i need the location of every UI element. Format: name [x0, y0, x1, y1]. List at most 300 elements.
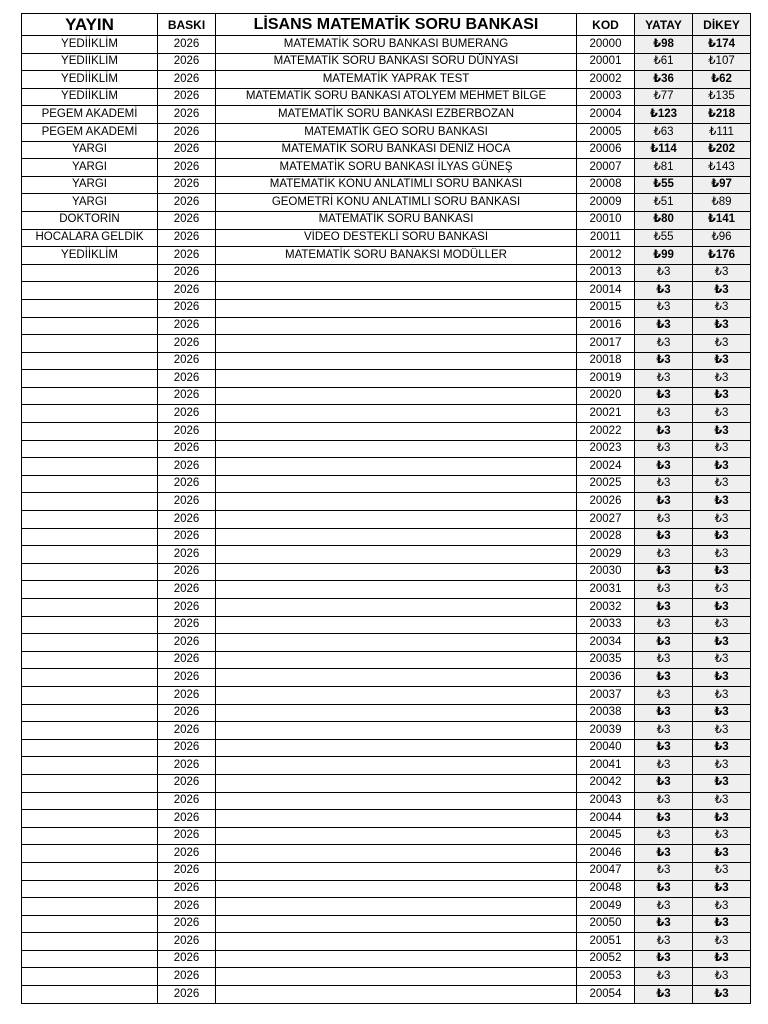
cell-yatay: ₺3 [635, 581, 693, 599]
cell-kod: 20005 [577, 123, 635, 141]
table-row [22, 686, 751, 704]
cell-dikey: ₺3 [693, 669, 751, 687]
cell-baski: 2026 [158, 880, 216, 898]
cell-yatay: ₺3 [635, 282, 693, 300]
cell-kod: 20051 [577, 933, 635, 951]
cell-dikey: ₺3 [693, 299, 751, 317]
cell-kitap [216, 950, 577, 968]
cell-kitap: MATEMATİK SORU BANKASI DENİZ HOCA [216, 141, 577, 159]
table-row [22, 862, 751, 880]
cell-yatay: ₺3 [635, 299, 693, 317]
cell-dikey: ₺176 [693, 247, 751, 265]
cell-yatay: ₺3 [635, 915, 693, 933]
table-row [22, 159, 751, 177]
cell-kod: 20035 [577, 651, 635, 669]
cell-kod: 20004 [577, 106, 635, 124]
cell-baski: 2026 [158, 774, 216, 792]
cell-kod: 20038 [577, 704, 635, 722]
cell-kod: 20045 [577, 827, 635, 845]
cell-yayin [22, 475, 158, 493]
cell-yatay: ₺3 [635, 616, 693, 634]
cell-baski: 2026 [158, 247, 216, 265]
cell-kitap [216, 810, 577, 828]
cell-kitap [216, 669, 577, 687]
cell-kod: 20014 [577, 282, 635, 300]
cell-yatay: ₺3 [635, 511, 693, 529]
cell-kitap [216, 458, 577, 476]
cell-yatay: ₺3 [635, 722, 693, 740]
cell-baski: 2026 [158, 458, 216, 476]
cell-yayin [22, 335, 158, 353]
cell-kitap [216, 299, 577, 317]
cell-yatay: ₺3 [635, 493, 693, 511]
cell-baski: 2026 [158, 423, 216, 441]
cell-yatay: ₺3 [635, 774, 693, 792]
cell-dikey: ₺3 [693, 264, 751, 282]
table-row [22, 634, 751, 652]
cell-yayin [22, 880, 158, 898]
cell-kod: 20020 [577, 387, 635, 405]
cell-kitap [216, 335, 577, 353]
cell-yayin: YEDİİKLİM [22, 53, 158, 71]
cell-yatay: ₺3 [635, 528, 693, 546]
cell-kitap [216, 704, 577, 722]
header-baski: BASKI [158, 14, 216, 36]
cell-dikey: ₺3 [693, 599, 751, 617]
cell-yayin [22, 704, 158, 722]
cell-kitap: MATEMATİK SORU BANKASI BUMERANG [216, 36, 577, 54]
cell-kitap [216, 792, 577, 810]
table-row [22, 722, 751, 740]
cell-dikey: ₺3 [693, 862, 751, 880]
cell-kitap [216, 387, 577, 405]
cell-baski: 2026 [158, 335, 216, 353]
cell-kitap: MATEMATİK KONU ANLATIMLI SORU BANKASI [216, 176, 577, 194]
cell-yayin [22, 599, 158, 617]
cell-kod: 20010 [577, 211, 635, 229]
cell-dikey: ₺3 [693, 722, 751, 740]
cell-kod: 20011 [577, 229, 635, 247]
cell-yatay: ₺36 [635, 71, 693, 89]
cell-dikey: ₺3 [693, 317, 751, 335]
cell-yayin [22, 387, 158, 405]
table-row [22, 986, 751, 1004]
cell-dikey: ₺3 [693, 581, 751, 599]
cell-yatay: ₺3 [635, 827, 693, 845]
cell-dikey: ₺135 [693, 88, 751, 106]
cell-baski: 2026 [158, 123, 216, 141]
cell-yayin: DOKTORİN [22, 211, 158, 229]
cell-yayin [22, 370, 158, 388]
table-row [22, 915, 751, 933]
cell-yayin [22, 405, 158, 423]
cell-kitap [216, 616, 577, 634]
cell-kod: 20047 [577, 862, 635, 880]
cell-yayin [22, 317, 158, 335]
cell-kod: 20002 [577, 71, 635, 89]
cell-baski: 2026 [158, 616, 216, 634]
cell-yatay: ₺3 [635, 599, 693, 617]
cell-baski: 2026 [158, 581, 216, 599]
cell-dikey: ₺3 [693, 634, 751, 652]
cell-dikey: ₺3 [693, 511, 751, 529]
cell-dikey: ₺3 [693, 915, 751, 933]
cell-dikey: ₺97 [693, 176, 751, 194]
table-row [22, 194, 751, 212]
cell-yayin [22, 264, 158, 282]
cell-yatay: ₺3 [635, 862, 693, 880]
cell-kod: 20026 [577, 493, 635, 511]
cell-yayin [22, 898, 158, 916]
cell-baski: 2026 [158, 704, 216, 722]
table-row [22, 458, 751, 476]
cell-baski: 2026 [158, 933, 216, 951]
cell-kod: 20037 [577, 686, 635, 704]
cell-yayin: PEGEM AKADEMİ [22, 106, 158, 124]
cell-yatay: ₺123 [635, 106, 693, 124]
table-row [22, 423, 751, 441]
table-row [22, 599, 751, 617]
cell-yayin [22, 774, 158, 792]
cell-dikey: ₺3 [693, 827, 751, 845]
cell-dikey: ₺3 [693, 370, 751, 388]
cell-yayin [22, 827, 158, 845]
cell-baski: 2026 [158, 405, 216, 423]
cell-yayin: YEDİİKLİM [22, 71, 158, 89]
cell-yatay: ₺114 [635, 141, 693, 159]
cell-kitap: MATEMATİK YAPRAK TEST [216, 71, 577, 89]
cell-yayin: YEDİİKLİM [22, 247, 158, 265]
cell-dikey: ₺3 [693, 493, 751, 511]
cell-kitap: MATEMATİK SORU BANKASI [216, 211, 577, 229]
cell-yayin [22, 722, 158, 740]
table-row [22, 335, 751, 353]
cell-baski: 2026 [158, 53, 216, 71]
cell-kod: 20016 [577, 317, 635, 335]
cell-yayin [22, 282, 158, 300]
cell-yatay: ₺3 [635, 458, 693, 476]
cell-baski: 2026 [158, 862, 216, 880]
cell-yatay: ₺3 [635, 335, 693, 353]
cell-yatay: ₺55 [635, 176, 693, 194]
cell-kitap [216, 563, 577, 581]
cell-yatay: ₺3 [635, 563, 693, 581]
header-row [22, 14, 751, 36]
cell-kod: 20044 [577, 810, 635, 828]
cell-kod: 20028 [577, 528, 635, 546]
cell-kod: 20025 [577, 475, 635, 493]
cell-baski: 2026 [158, 194, 216, 212]
cell-dikey: ₺3 [693, 563, 751, 581]
cell-kod: 20017 [577, 335, 635, 353]
table-row [22, 211, 751, 229]
table-row [22, 106, 751, 124]
cell-yatay: ₺3 [635, 792, 693, 810]
cell-kitap [216, 774, 577, 792]
cell-kitap [216, 352, 577, 370]
table-row [22, 616, 751, 634]
cell-yayin [22, 352, 158, 370]
cell-kitap: GEOMETRİ KONU ANLATIMLI SORU BANKASI [216, 194, 577, 212]
cell-kod: 20041 [577, 757, 635, 775]
table-row [22, 493, 751, 511]
cell-kitap [216, 282, 577, 300]
cell-kitap [216, 968, 577, 986]
cell-kitap: MATEMATİK SORU BANKASI EZBERBOZAN [216, 106, 577, 124]
cell-kod: 20013 [577, 264, 635, 282]
cell-kitap [216, 651, 577, 669]
table-row [22, 845, 751, 863]
cell-baski: 2026 [158, 915, 216, 933]
cell-kitap [216, 986, 577, 1004]
table-row [22, 898, 751, 916]
cell-dikey: ₺3 [693, 898, 751, 916]
cell-dikey: ₺3 [693, 475, 751, 493]
table-row [22, 563, 751, 581]
cell-dikey: ₺3 [693, 440, 751, 458]
cell-baski: 2026 [158, 88, 216, 106]
cell-dikey: ₺62 [693, 71, 751, 89]
cell-yatay: ₺61 [635, 53, 693, 71]
cell-kod: 20050 [577, 915, 635, 933]
cell-baski: 2026 [158, 898, 216, 916]
cell-baski: 2026 [158, 686, 216, 704]
cell-kitap: MATEMATİK SORU BANKASI SORU DÜNYASI [216, 53, 577, 71]
cell-yayin [22, 968, 158, 986]
table-row [22, 247, 751, 265]
table-row [22, 669, 751, 687]
cell-yatay: ₺3 [635, 634, 693, 652]
cell-baski: 2026 [158, 792, 216, 810]
table-row [22, 968, 751, 986]
cell-yayin: YARGI [22, 176, 158, 194]
cell-baski: 2026 [158, 722, 216, 740]
cell-yayin [22, 810, 158, 828]
cell-dikey: ₺3 [693, 387, 751, 405]
cell-baski: 2026 [158, 317, 216, 335]
cell-dikey: ₺96 [693, 229, 751, 247]
table-row [22, 774, 751, 792]
cell-baski: 2026 [158, 651, 216, 669]
cell-kitap: MATEMATİK SORU BANAKSI MODÜLLER [216, 247, 577, 265]
cell-kitap [216, 827, 577, 845]
table-row [22, 299, 751, 317]
cell-baski: 2026 [158, 352, 216, 370]
cell-baski: 2026 [158, 176, 216, 194]
cell-baski: 2026 [158, 950, 216, 968]
cell-baski: 2026 [158, 845, 216, 863]
cell-kod: 20000 [577, 36, 635, 54]
cell-yayin: YEDİİKLİM [22, 88, 158, 106]
table-row [22, 827, 751, 845]
header-dikey: DİKEY [693, 14, 751, 36]
cell-dikey: ₺3 [693, 704, 751, 722]
header-kod: KOD [577, 14, 635, 36]
header-yatay: YATAY [635, 14, 693, 36]
cell-yatay: ₺98 [635, 36, 693, 54]
cell-baski: 2026 [158, 211, 216, 229]
table-row [22, 229, 751, 247]
cell-kitap: MATEMATİK SORU BANKASI ATOLYEM MEHMET BİLGE [216, 88, 577, 106]
table-row [22, 950, 751, 968]
table-row [22, 387, 751, 405]
cell-kod: 20022 [577, 423, 635, 441]
cell-kod: 20053 [577, 968, 635, 986]
table-row [22, 511, 751, 529]
cell-dikey: ₺3 [693, 968, 751, 986]
cell-yatay: ₺3 [635, 669, 693, 687]
cell-dikey: ₺89 [693, 194, 751, 212]
cell-yatay: ₺3 [635, 317, 693, 335]
cell-yatay: ₺51 [635, 194, 693, 212]
cell-yayin: YARGI [22, 141, 158, 159]
table-row [22, 546, 751, 564]
cell-kitap: MATEMATİK SORU BANKASI İLYAS GÜNEŞ [216, 159, 577, 177]
cell-kod: 20048 [577, 880, 635, 898]
cell-kitap: MATEMATİK GEO SORU BANKASI [216, 123, 577, 141]
cell-yatay: ₺3 [635, 387, 693, 405]
cell-yayin [22, 862, 158, 880]
cell-kitap [216, 739, 577, 757]
table-row [22, 282, 751, 300]
cell-baski: 2026 [158, 827, 216, 845]
cell-kod: 20036 [577, 669, 635, 687]
cell-dikey: ₺3 [693, 757, 751, 775]
cell-kitap [216, 528, 577, 546]
cell-yayin [22, 669, 158, 687]
cell-yayin: HOCALARA GELDİK [22, 229, 158, 247]
cell-yatay: ₺3 [635, 686, 693, 704]
cell-kod: 20042 [577, 774, 635, 792]
cell-yatay: ₺3 [635, 950, 693, 968]
cell-yatay: ₺80 [635, 211, 693, 229]
cell-kod: 20018 [577, 352, 635, 370]
cell-yatay: ₺3 [635, 898, 693, 916]
cell-yatay: ₺3 [635, 704, 693, 722]
cell-yayin [22, 845, 158, 863]
cell-kitap [216, 511, 577, 529]
cell-baski: 2026 [158, 493, 216, 511]
cell-kod: 20021 [577, 405, 635, 423]
cell-dikey: ₺143 [693, 159, 751, 177]
cell-kod: 20027 [577, 511, 635, 529]
cell-baski: 2026 [158, 528, 216, 546]
table-row [22, 352, 751, 370]
cell-kitap [216, 898, 577, 916]
cell-yatay: ₺3 [635, 546, 693, 564]
cell-yayin [22, 686, 158, 704]
cell-baski: 2026 [158, 599, 216, 617]
cell-yayin [22, 546, 158, 564]
cell-yatay: ₺63 [635, 123, 693, 141]
cell-dikey: ₺3 [693, 792, 751, 810]
cell-kitap [216, 317, 577, 335]
table-row [22, 53, 751, 71]
cell-kitap [216, 581, 577, 599]
table-row [22, 704, 751, 722]
table-row [22, 405, 751, 423]
table-row [22, 440, 751, 458]
cell-kitap [216, 722, 577, 740]
cell-yatay: ₺3 [635, 405, 693, 423]
cell-yatay: ₺3 [635, 880, 693, 898]
cell-dikey: ₺3 [693, 880, 751, 898]
cell-kod: 20001 [577, 53, 635, 71]
cell-kod: 20043 [577, 792, 635, 810]
cell-yayin [22, 739, 158, 757]
cell-yatay: ₺81 [635, 159, 693, 177]
cell-kod: 20012 [577, 247, 635, 265]
cell-baski: 2026 [158, 370, 216, 388]
cell-yayin [22, 493, 158, 511]
table-row [22, 933, 751, 951]
cell-dikey: ₺3 [693, 282, 751, 300]
cell-yatay: ₺55 [635, 229, 693, 247]
cell-dikey: ₺3 [693, 405, 751, 423]
cell-yayin [22, 299, 158, 317]
cell-dikey: ₺3 [693, 651, 751, 669]
cell-yatay: ₺3 [635, 933, 693, 951]
cell-kod: 20003 [577, 88, 635, 106]
cell-dikey: ₺3 [693, 423, 751, 441]
cell-dikey: ₺3 [693, 458, 751, 476]
cell-yayin [22, 511, 158, 529]
cell-yayin [22, 616, 158, 634]
cell-baski: 2026 [158, 511, 216, 529]
cell-yayin [22, 563, 158, 581]
cell-kitap [216, 370, 577, 388]
cell-dikey: ₺3 [693, 810, 751, 828]
cell-kod: 20024 [577, 458, 635, 476]
table-row [22, 264, 751, 282]
cell-kitap [216, 440, 577, 458]
cell-yatay: ₺3 [635, 986, 693, 1004]
cell-kod: 20046 [577, 845, 635, 863]
cell-yayin [22, 757, 158, 775]
cell-kod: 20030 [577, 563, 635, 581]
cell-kod: 20032 [577, 599, 635, 617]
cell-yatay: ₺3 [635, 423, 693, 441]
cell-kod: 20023 [577, 440, 635, 458]
cell-dikey: ₺3 [693, 352, 751, 370]
cell-baski: 2026 [158, 669, 216, 687]
table-row [22, 317, 751, 335]
cell-baski: 2026 [158, 106, 216, 124]
cell-kod: 20007 [577, 159, 635, 177]
cell-kitap [216, 933, 577, 951]
cell-yayin [22, 423, 158, 441]
price-table [21, 13, 751, 1004]
cell-baski: 2026 [158, 634, 216, 652]
cell-yayin [22, 581, 158, 599]
cell-kitap [216, 915, 577, 933]
cell-kod: 20006 [577, 141, 635, 159]
cell-kitap [216, 862, 577, 880]
cell-baski: 2026 [158, 36, 216, 54]
cell-yayin [22, 651, 158, 669]
cell-yatay: ₺3 [635, 845, 693, 863]
cell-dikey: ₺3 [693, 335, 751, 353]
cell-kod: 20019 [577, 370, 635, 388]
cell-kitap [216, 475, 577, 493]
cell-yayin: YEDİİKLİM [22, 36, 158, 54]
cell-dikey: ₺3 [693, 739, 751, 757]
cell-kitap [216, 599, 577, 617]
cell-yatay: ₺3 [635, 757, 693, 775]
table-row [22, 651, 751, 669]
table-row [22, 176, 751, 194]
table-row [22, 71, 751, 89]
